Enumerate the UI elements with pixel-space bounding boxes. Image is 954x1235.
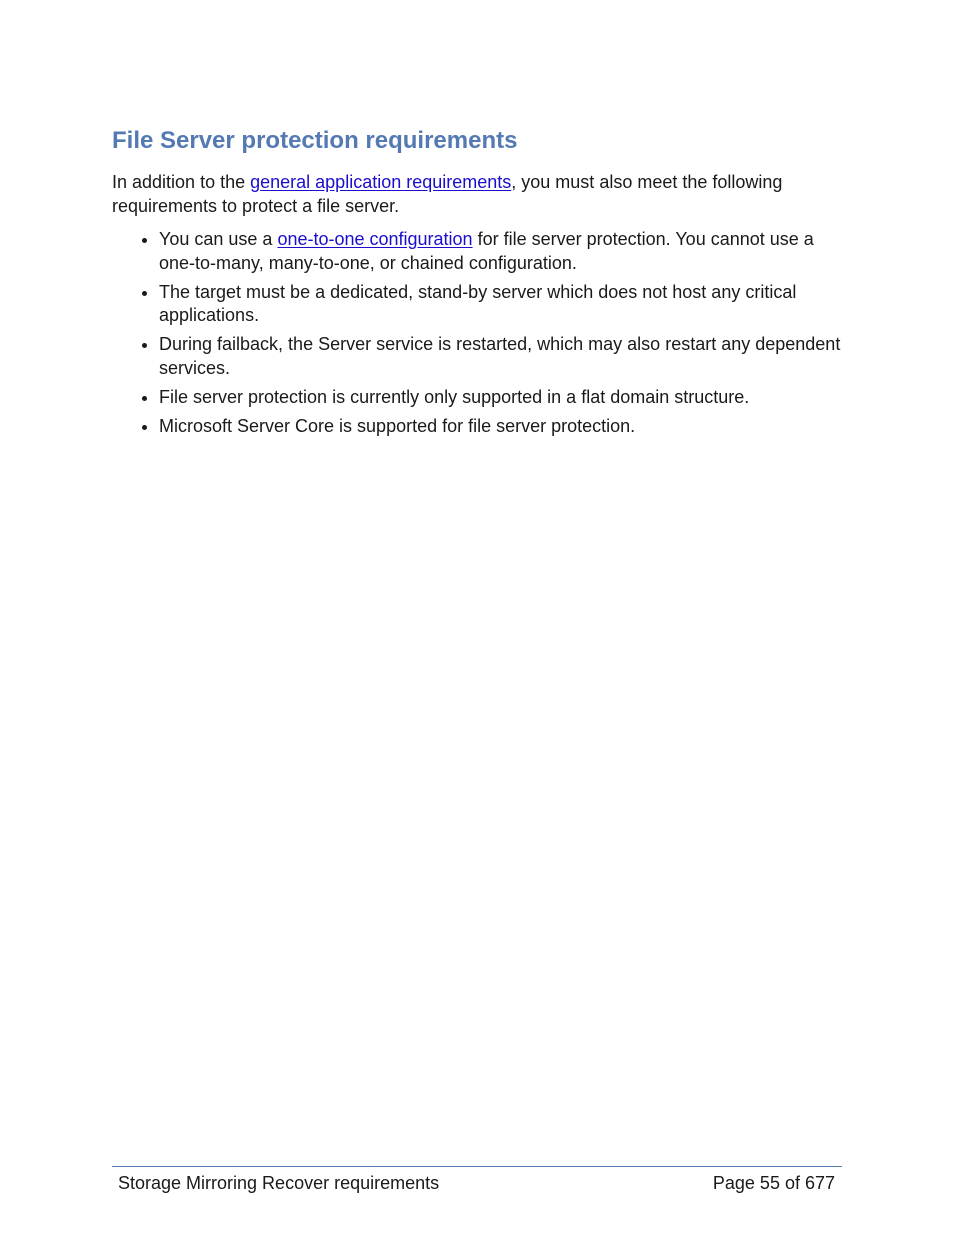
bullet-icon <box>142 238 147 243</box>
intro-text-before: In addition to the <box>112 172 251 192</box>
list-item <box>112 415 842 439</box>
one-to-one-configuration-link[interactable]: one-to-one configuration <box>277 229 473 249</box>
page-title: File Server protection requirements <box>112 127 518 154</box>
intro-paragraph <box>112 170 842 218</box>
footer-page-number: Page 55 of 677 <box>712 1173 835 1193</box>
requirements-list <box>112 228 842 444</box>
list-item-text-before: You can use a <box>159 229 278 249</box>
bullet-icon <box>142 396 147 401</box>
general-application-requirements-link[interactable]: general application requirements <box>250 172 512 192</box>
list-item-text: During failback, the Server service is restarted, which may also restart any dependent services. <box>159 334 841 378</box>
list-item <box>112 281 842 328</box>
footer-section-title: Storage Mirroring Recover requirements <box>118 1173 440 1193</box>
list-item-text: File server protection is currently only supported in a flat domain structure. <box>159 386 750 407</box>
list-item-text: Microsoft Server Core is supported for file server protection. <box>159 415 636 436</box>
bullet-icon <box>142 425 147 430</box>
bullet-icon <box>142 343 147 348</box>
list-item <box>112 386 842 410</box>
list-item <box>112 333 842 380</box>
footer-divider <box>112 1166 842 1167</box>
list-item <box>112 228 842 275</box>
list-item-text-after: for file server protection. You cannot use a one-to-many, many-to-one, or chained configuration. <box>159 229 814 273</box>
intro-text-after: , you must also meet the following requirements to protect a file server. <box>112 172 783 216</box>
bullet-icon <box>142 291 147 296</box>
list-item-text: The target must be a dedicated, stand-by server which does not host any critical applications. <box>159 281 797 325</box>
